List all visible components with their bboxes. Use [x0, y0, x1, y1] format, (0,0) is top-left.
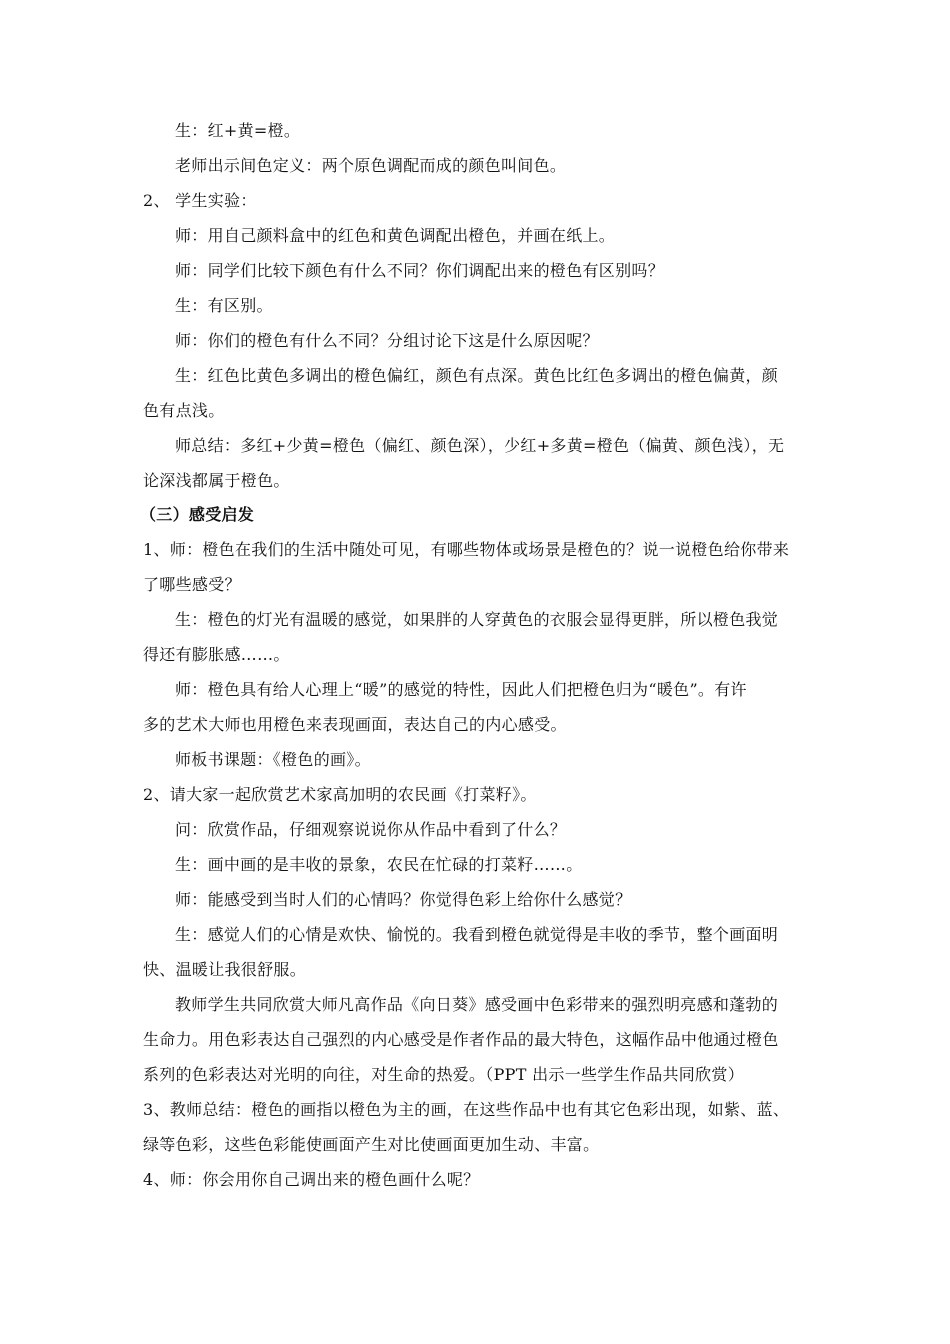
text-line: 师总结：多红+少黄=橙色（偏红、颜色深），少红+多黄=橙色（偏黄、颜色浅），无 — [175, 436, 785, 455]
text-line: 生：画中画的是丰收的景象，农民在忙碌的打菜籽……。 — [175, 855, 583, 874]
text-line: 生：红+黄=橙。 — [175, 121, 301, 140]
text-line: 多的艺术大师也用橙色来表现画面，表达自己的内心感受。 — [143, 715, 567, 734]
text-line: 论深浅都属于橙色。 — [143, 471, 290, 490]
text-line: 4、师：你会用你自己调出来的橙色画什么呢？ — [143, 1170, 480, 1189]
text-line: 2、请大家一起欣赏艺术家高加明的农民画《打菜籽》。 — [143, 785, 537, 804]
text-line: 问：欣赏作品，仔细观察说说你从作品中看到了什么？ — [175, 820, 567, 839]
text-line: 生：有区别。 — [175, 296, 273, 315]
text-line: 系列的色彩表达对光明的向往，对生命的热爱。（PPT 出示一些学生作品共同欣赏） — [143, 1065, 744, 1084]
text-line: 师：橙色具有给人心理上“暖”的感觉的特性，因此人们把橙色归为“暖色”。有许 — [175, 680, 747, 699]
text-line: 绿等色彩，这些色彩能使画面产生对比使画面更加生动、丰富。 — [143, 1135, 600, 1154]
text-line: 老师出示间色定义：两个原色调配而成的颜色叫间色。 — [175, 156, 567, 175]
text-line: 3、教师总结：橙色的画指以橙色为主的画，在这些作品中也有其它色彩出现，如紫、蓝、 — [143, 1100, 790, 1119]
text-line: 生：红色比黄色多调出的橙色偏红，颜色有点深。黄色比红色多调出的橙色偏黄，颜 — [175, 366, 779, 385]
section-heading: （三）感受启发 — [140, 505, 255, 524]
text-line: 生：感觉人们的心情是欢快、愉悦的。我看到橙色就觉得是丰收的季节，整个画面明 — [175, 925, 779, 944]
text-line: 色有点浅。 — [143, 401, 225, 420]
text-line: 教师学生共同欣赏大师凡高作品《向日葵》感受画中色彩带来的强烈明亮感和蓬勃的 — [175, 995, 779, 1014]
text-line: 生命力。用色彩表达自己强烈的内心感受是作者作品的最大特色，这幅作品中他通过橙色 — [143, 1030, 779, 1049]
text-line: 了哪些感受？ — [143, 575, 241, 594]
text-line: 1、师：橙色在我们的生活中随处可见，有哪些物体或场景是橙色的？说一说橙色给你带来 — [143, 540, 790, 559]
text-line: 师：你们的橙色有什么不同？分组讨论下这是什么原因呢？ — [175, 331, 599, 350]
text-line: 生：橙色的灯光有温暖的感觉，如果胖的人穿黄色的衣服会显得更胖，所以橙色我觉 — [175, 610, 779, 629]
text-line: 2、 学生实验： — [143, 191, 257, 210]
text-line: 师：用自己颜料盒中的红色和黄色调配出橙色，并画在纸上。 — [175, 226, 616, 245]
text-line: 师：能感受到当时人们的心情吗？你觉得色彩上给你什么感觉？ — [175, 890, 632, 909]
text-line: 快、温暖让我很舒服。 — [143, 960, 307, 979]
text-line: 师：同学们比较下颜色有什么不同？你们调配出来的橙色有区别吗？ — [175, 261, 665, 280]
text-line: 师板书课题：《橙色的画》。 — [175, 750, 371, 769]
text-line: 得还有膨胀感……。 — [143, 645, 290, 664]
